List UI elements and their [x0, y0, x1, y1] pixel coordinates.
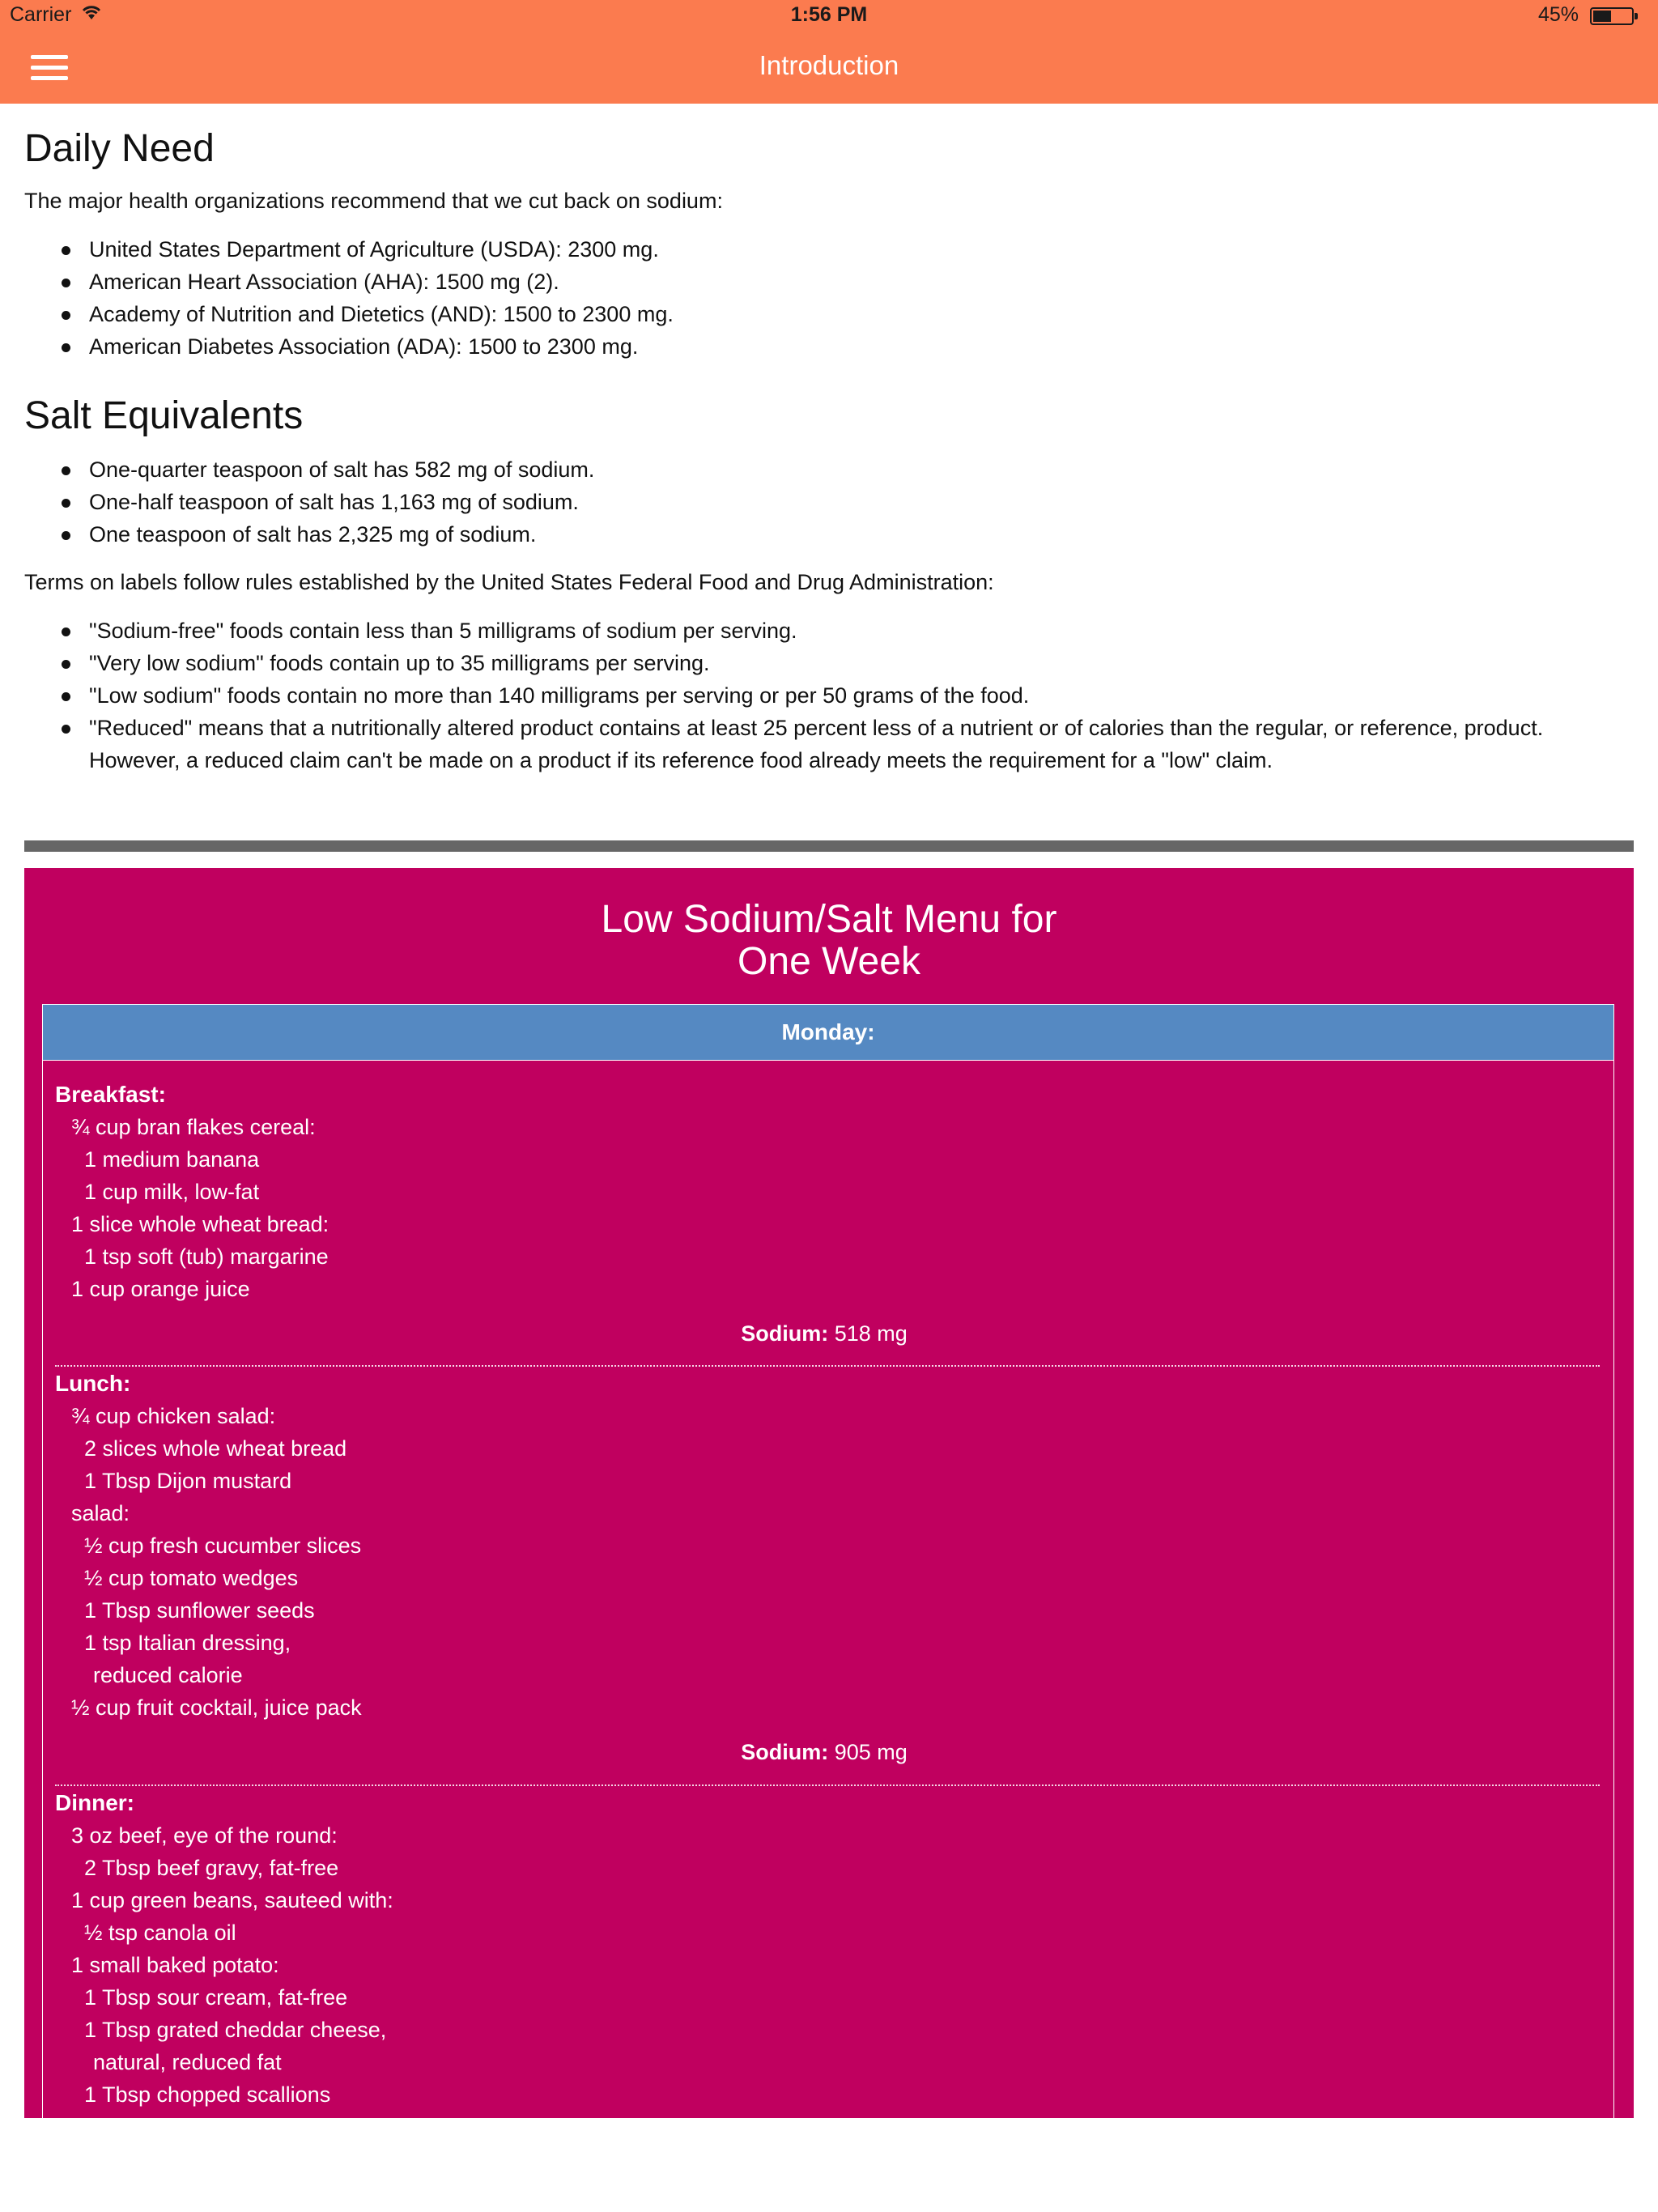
battery-percent: 45% [1537, 3, 1579, 26]
menu-title-line2: One Week [738, 940, 920, 983]
list-item: 1 Tbsp sunflower seeds [84, 1598, 315, 1623]
meal-name: Breakfast: [55, 1082, 166, 1107]
list-item: "Very low sodium" foods contain up to 35 milligrams per serving. [24, 647, 1635, 679]
terms-intro: Terms on labels follow rules established by the United States Federal Food and Drug Administration: [24, 570, 994, 594]
daily-need-heading: Daily Need [24, 127, 215, 170]
breakfast-section [55, 1078, 1609, 1346]
list-item: United States Department of Agriculture (USDA): 2300 mg. [24, 233, 1635, 266]
list-item: "Low sodium" foods contain no more than 140 milligrams per serving or per 50 grams of the food. [24, 679, 1635, 712]
list-item: reduced calorie [93, 1663, 243, 1687]
meal-separator [55, 1784, 1600, 1786]
daily-need-list [24, 233, 1635, 363]
menu-panel [24, 868, 1634, 2118]
list-item: 1 Tbsp grated cheddar cheese, [84, 2018, 387, 2042]
list-item: ½ cup tomato wedges [84, 1566, 299, 1590]
list-item: American Diabetes Association (ADA): 1500 to 2300 mg. [24, 330, 1635, 363]
list-item: 1 small baked potato: [71, 1953, 279, 1977]
salt-equivalents-heading: Salt Equivalents [24, 394, 304, 437]
clock: 1:56 PM [790, 3, 868, 26]
list-item: 1 tsp soft (tub) margarine [84, 1244, 329, 1269]
meal-name: Dinner: [55, 1790, 134, 1815]
list-item: 1 cup green beans, sauteed with: [71, 1888, 393, 1912]
sodium-value: 518 mg [834, 1321, 908, 1346]
list-item: 1 cup orange juice [71, 1277, 250, 1301]
list-item: 1 cup milk, low-fat [84, 1180, 260, 1204]
list-item: ½ cup fruit cocktail, juice pack [71, 1695, 362, 1720]
list-item: 1 Tbsp sour cream, fat-free [84, 1985, 348, 2010]
list-item: ½ cup fresh cucumber slices [84, 1534, 362, 1558]
meal-separator [55, 1365, 1600, 1367]
battery-icon [1590, 7, 1634, 25]
list-item: ½ tsp canola oil [84, 1921, 236, 1945]
list-item: Academy of Nutrition and Dietetics (AND): 1500 to 2300 mg. [24, 298, 1635, 330]
list-item: "Sodium-free" foods contain less than 5 milligrams of sodium per serving. [24, 615, 1635, 647]
salt-list [24, 453, 1635, 551]
list-item: 3 oz beef, eye of the round: [71, 1823, 338, 1848]
menu-title-line1: Low Sodium/Salt Menu for [601, 898, 1057, 941]
section-divider [24, 840, 1634, 852]
list-item: 1 Tbsp chopped scallions [84, 2082, 331, 2107]
sodium-label: Sodium: [741, 1740, 829, 1764]
sodium-total [55, 1736, 1593, 1768]
list-item: 2 Tbsp beef gravy, fat-free [84, 1856, 339, 1880]
list-item: 1 tsp Italian dressing, [84, 1631, 291, 1655]
list-item: 1 slice whole wheat bread: [71, 1212, 329, 1236]
daily-need-intro: The major health organizations recommend that we cut back on sodium: [24, 189, 723, 213]
carrier-label: Carrier [10, 3, 72, 26]
list-item: 1 medium banana [84, 1147, 260, 1172]
sodium-total [55, 1317, 1593, 1350]
list-item: 2 slices whole wheat bread [84, 1436, 347, 1461]
list-item: salad: [71, 1501, 130, 1525]
status-bar [0, 0, 1658, 32]
list-item: American Heart Association (AHA): 1500 mg (2). [24, 266, 1635, 298]
list-item: natural, reduced fat [93, 2050, 282, 2074]
nav-bar [0, 32, 1658, 104]
list-item: One-quarter teaspoon of salt has 582 mg of sodium. [24, 453, 1635, 486]
list-item: "Reduced" means that a nutritionally altered product contains at least 25 percent less of a nutrient or of calories than the regular, or reference, product. However, a reduced claim can't be made on a product if its reference food already meets the requirement for a "low" claim. [24, 712, 1635, 776]
lunch-section [55, 1368, 1609, 1764]
page-title: Introduction [759, 50, 899, 80]
sodium-value: 905 mg [834, 1740, 908, 1764]
list-item: 1 Tbsp Dijon mustard [84, 1469, 292, 1493]
day-header: Monday: [42, 1004, 1614, 1061]
dinner-section [55, 1787, 1609, 2111]
list-item: One-half teaspoon of salt has 1,163 mg of sodium. [24, 486, 1635, 518]
terms-list [24, 615, 1635, 776]
list-item: One teaspoon of salt has 2,325 mg of sodium. [24, 518, 1635, 551]
sodium-label: Sodium: [741, 1321, 829, 1346]
list-item: ¾ cup bran flakes cereal: [71, 1115, 316, 1139]
list-item: ¾ cup chicken salad: [71, 1404, 276, 1428]
meal-name: Lunch: [55, 1371, 131, 1396]
menu-title [24, 899, 1634, 983]
